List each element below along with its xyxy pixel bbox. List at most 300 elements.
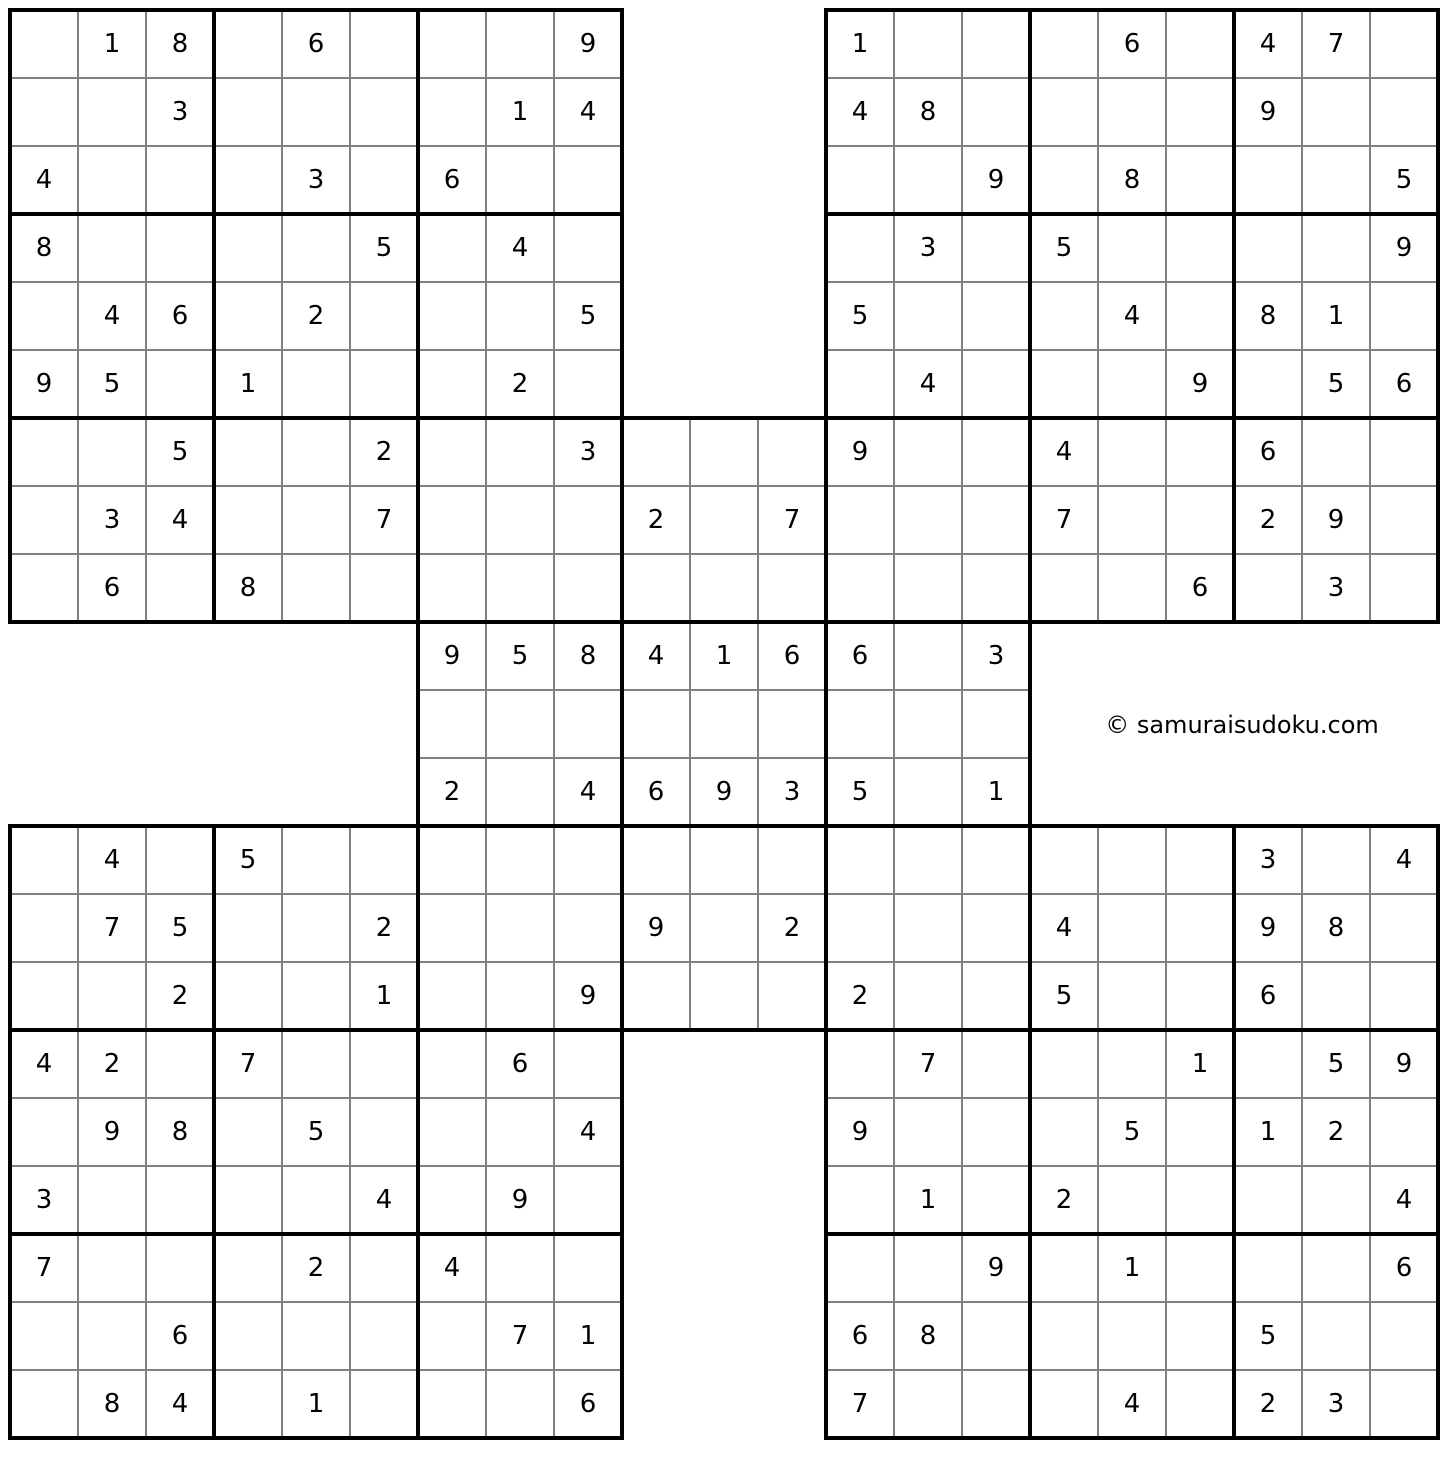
given-digit: 1 [103,29,121,59]
sudoku-cell-r14-c11[interactable] [690,894,758,962]
sudoku-cell-r13-c17[interactable] [1098,826,1166,894]
sudoku-cell-r19-c2[interactable] [78,1234,146,1302]
given-digit: 9 [443,641,461,671]
sudoku-cell-r8-c17[interactable] [1098,486,1166,554]
sudoku-cell-r9-c13[interactable] [826,554,894,622]
sudoku-cell-r15-c18[interactable] [1166,962,1234,1030]
sudoku-cell-r13-c20[interactable] [1302,826,1370,894]
sudoku-cell-r21-c16[interactable] [1030,1370,1098,1438]
sudoku-cell-r16-c13[interactable] [826,1030,894,1098]
sudoku-cell-r15-c10[interactable] [622,962,690,1030]
given-digit: 2 [511,369,529,399]
sudoku-cell-r8-c14[interactable] [894,486,962,554]
sudoku-cell-r7-c7[interactable] [418,418,486,486]
sudoku-cell-r18-c2[interactable] [78,1166,146,1234]
given-digit: 6 [307,29,325,59]
sudoku-cell-r4-c18[interactable] [1166,214,1234,282]
sudoku-cell-r1-c8[interactable] [486,10,554,78]
sudoku-cell-r6-c13[interactable] [826,350,894,418]
sudoku-cell-r20-c1[interactable] [10,1302,78,1370]
sudoku-cell-r9-c10[interactable] [622,554,690,622]
sudoku-cell-r20-c18[interactable] [1166,1302,1234,1370]
given-digit: 9 [579,29,597,59]
sudoku-cell-r18-c13[interactable] [826,1166,894,1234]
sudoku-cell-r6-c9[interactable] [554,350,622,418]
sudoku-cell-r12-c14[interactable] [894,758,962,826]
sudoku-cell-r16-c6[interactable] [350,1030,418,1098]
given-digit: 9 [35,369,53,399]
sudoku-cell-r4-c13[interactable] [826,214,894,282]
given-digit: 3 [307,165,325,195]
given-digit: 1 [375,981,393,1011]
sudoku-cell-r13-c6[interactable] [350,826,418,894]
sudoku-cell-r19-c4[interactable] [214,1234,282,1302]
sudoku-cell-r11-c13[interactable] [826,690,894,758]
given-digit: 1 [1191,1049,1209,1079]
sudoku-cell-r2-c15[interactable] [962,78,1030,146]
sudoku-cell-r8-c18[interactable] [1166,486,1234,554]
sudoku-cell-r11-c9[interactable] [554,690,622,758]
sudoku-cell-r20-c5[interactable] [282,1302,350,1370]
sudoku-cell-r9-c7[interactable] [418,554,486,622]
sudoku-cell-r1-c16[interactable] [1030,10,1098,78]
sudoku-cell-r13-c14[interactable] [894,826,962,894]
sudoku-cell-r2-c6[interactable] [350,78,418,146]
sudoku-cell-r18-c4[interactable] [214,1166,282,1234]
sudoku-cell-r17-c4[interactable] [214,1098,282,1166]
sudoku-cell-r21-c18[interactable] [1166,1370,1234,1438]
given-digit: 4 [579,97,597,127]
sudoku-cell-r9-c1[interactable] [10,554,78,622]
sudoku-cell-r7-c18[interactable] [1166,418,1234,486]
given-digit: 5 [239,845,257,875]
sudoku-cell-r3-c13[interactable] [826,146,894,214]
given-digit: 7 [375,505,393,535]
sudoku-cell-r13-c3[interactable] [146,826,214,894]
sudoku-cell-r20-c7[interactable] [418,1302,486,1370]
sudoku-cell-r15-c12[interactable] [758,962,826,1030]
given-digit: 3 [171,97,189,127]
sudoku-cell-r21-c6[interactable] [350,1370,418,1438]
sudoku-cell-r13-c11[interactable] [690,826,758,894]
sudoku-cell-r20-c17[interactable] [1098,1302,1166,1370]
sudoku-cell-r5-c15[interactable] [962,282,1030,350]
given-digit: 2 [307,1253,325,1283]
sudoku-cell-r3-c19[interactable] [1234,146,1302,214]
sudoku-cell-r5-c4[interactable] [214,282,282,350]
sudoku-cell-r8-c1[interactable] [10,486,78,554]
sudoku-cell-r13-c10[interactable] [622,826,690,894]
sudoku-cell-r19-c19[interactable] [1234,1234,1302,1302]
given-digit: 9 [511,1185,529,1215]
sudoku-cell-r4-c2[interactable] [78,214,146,282]
sudoku-cell-r4-c3[interactable] [146,214,214,282]
sudoku-cell-r11-c15[interactable] [962,690,1030,758]
given-digit: 4 [35,1049,53,1079]
given-digit: 3 [1327,573,1345,603]
sudoku-cell-r8-c21[interactable] [1370,486,1438,554]
sudoku-cell-r15-c15[interactable] [962,962,1030,1030]
sudoku-cell-r3-c2[interactable] [78,146,146,214]
sudoku-cell-r18-c9[interactable] [554,1166,622,1234]
sudoku-cell-r7-c17[interactable] [1098,418,1166,486]
sudoku-cell-r21-c7[interactable] [418,1370,486,1438]
sudoku-cell-r14-c8[interactable] [486,894,554,962]
given-digit: 9 [1259,97,1277,127]
given-digit: 5 [1327,1049,1345,1079]
sudoku-cell-r4-c19[interactable] [1234,214,1302,282]
given-digit: 5 [171,913,189,943]
sudoku-cell-r15-c4[interactable] [214,962,282,1030]
sudoku-cell-r16-c5[interactable] [282,1030,350,1098]
sudoku-cell-r13-c8[interactable] [486,826,554,894]
given-digit: 6 [1395,1253,1413,1283]
sudoku-cell-r3-c18[interactable] [1166,146,1234,214]
sudoku-cell-r13-c12[interactable] [758,826,826,894]
sudoku-cell-r2-c16[interactable] [1030,78,1098,146]
sudoku-cell-r19-c9[interactable] [554,1234,622,1302]
sudoku-cell-r1-c18[interactable] [1166,10,1234,78]
given-digit: 2 [307,301,325,331]
sudoku-cell-r11-c12[interactable] [758,690,826,758]
sudoku-cell-r6-c19[interactable] [1234,350,1302,418]
sudoku-cell-r20-c16[interactable] [1030,1302,1098,1370]
given-digit: 5 [1327,369,1345,399]
sudoku-cell-r16-c9[interactable] [554,1030,622,1098]
sudoku-cell-r5-c18[interactable] [1166,282,1234,350]
sudoku-cell-r5-c6[interactable] [350,282,418,350]
sudoku-cell-r14-c15[interactable] [962,894,1030,962]
sudoku-cell-r21-c8[interactable] [486,1370,554,1438]
given-digit: 1 [919,1185,937,1215]
given-digit: 2 [647,505,665,535]
sudoku-cell-r14-c7[interactable] [418,894,486,962]
given-digit: 6 [1123,29,1141,59]
sudoku-cell-r7-c10[interactable] [622,418,690,486]
sudoku-cell-r17-c16[interactable] [1030,1098,1098,1166]
sudoku-cell-r9-c8[interactable] [486,554,554,622]
sudoku-cell-r13-c18[interactable] [1166,826,1234,894]
sudoku-cell-r8-c7[interactable] [418,486,486,554]
sudoku-cell-r11-c7[interactable] [418,690,486,758]
sudoku-cell-r11-c8[interactable] [486,690,554,758]
sudoku-cell-r9-c16[interactable] [1030,554,1098,622]
sudoku-cell-r15-c8[interactable] [486,962,554,1030]
sudoku-cell-r13-c16[interactable] [1030,826,1098,894]
given-digit: 4 [919,369,937,399]
sudoku-cell-r2-c17[interactable] [1098,78,1166,146]
sudoku-cell-r13-c1[interactable] [10,826,78,894]
sudoku-cell-r3-c8[interactable] [486,146,554,214]
sudoku-cell-r8-c4[interactable] [214,486,282,554]
sudoku-cell-r3-c4[interactable] [214,146,282,214]
given-digit: 8 [919,1321,937,1351]
given-digit: 4 [579,777,597,807]
sudoku-cell-r6-c6[interactable] [350,350,418,418]
sudoku-cell-r11-c11[interactable] [690,690,758,758]
given-digit: 1 [1327,301,1345,331]
sudoku-cell-r4-c15[interactable] [962,214,1030,282]
sudoku-cell-r17-c14[interactable] [894,1098,962,1166]
given-digit: 7 [783,505,801,535]
sudoku-cell-r16-c7[interactable] [418,1030,486,1098]
sudoku-cell-r15-c21[interactable] [1370,962,1438,1030]
sudoku-cell-r5-c14[interactable] [894,282,962,350]
sudoku-cell-r10-c14[interactable] [894,622,962,690]
given-digit: 5 [307,1117,325,1147]
sudoku-cell-r7-c21[interactable] [1370,418,1438,486]
given-digit: 4 [1259,29,1277,59]
sudoku-cell-r20-c4[interactable] [214,1302,282,1370]
given-digit: 7 [1055,505,1073,535]
sudoku-cell-r14-c21[interactable] [1370,894,1438,962]
sudoku-cell-r15-c2[interactable] [78,962,146,1030]
sudoku-cell-r8-c13[interactable] [826,486,894,554]
sudoku-cell-r4-c9[interactable] [554,214,622,282]
sudoku-cell-r21-c15[interactable] [962,1370,1030,1438]
sudoku-cell-r20-c21[interactable] [1370,1302,1438,1370]
sudoku-cell-r6-c7[interactable] [418,350,486,418]
copyright-label: © samuraisudoku.com [1105,711,1379,739]
sudoku-cell-r17-c15[interactable] [962,1098,1030,1166]
sudoku-cell-r19-c18[interactable] [1166,1234,1234,1302]
sudoku-cell-r2-c20[interactable] [1302,78,1370,146]
sudoku-cell-r4-c4[interactable] [214,214,282,282]
sudoku-cell-r2-c21[interactable] [1370,78,1438,146]
given-digit: 3 [579,437,597,467]
sudoku-cell-r9-c14[interactable] [894,554,962,622]
sudoku-cell-r7-c14[interactable] [894,418,962,486]
sudoku-cell-r21-c1[interactable] [10,1370,78,1438]
sudoku-cell-r21-c14[interactable] [894,1370,962,1438]
sudoku-cell-r7-c12[interactable] [758,418,826,486]
sudoku-cell-r15-c14[interactable] [894,962,962,1030]
sudoku-cell-r3-c20[interactable] [1302,146,1370,214]
given-digit: 4 [511,233,529,263]
sudoku-cell-r8-c9[interactable] [554,486,622,554]
sudoku-cell-r13-c7[interactable] [418,826,486,894]
given-digit: 3 [783,777,801,807]
sudoku-cell-r19-c13[interactable] [826,1234,894,1302]
sudoku-cell-r7-c11[interactable] [690,418,758,486]
sudoku-cell-r18-c3[interactable] [146,1166,214,1234]
sudoku-cell-r7-c1[interactable] [10,418,78,486]
sudoku-cell-r1-c7[interactable] [418,10,486,78]
sudoku-cell-r9-c11[interactable] [690,554,758,622]
sudoku-cell-r7-c5[interactable] [282,418,350,486]
sudoku-cell-r8-c8[interactable] [486,486,554,554]
sudoku-cell-r9-c6[interactable] [350,554,418,622]
sudoku-cell-r18-c17[interactable] [1098,1166,1166,1234]
sudoku-cell-r9-c17[interactable] [1098,554,1166,622]
sudoku-cell-r9-c19[interactable] [1234,554,1302,622]
sudoku-cell-r9-c12[interactable] [758,554,826,622]
given-digit: 5 [851,301,869,331]
given-digit: 1 [579,1321,597,1351]
sudoku-cell-r4-c5[interactable] [282,214,350,282]
given-digit: 4 [1395,1185,1413,1215]
sudoku-cell-r17-c8[interactable] [486,1098,554,1166]
given-digit: 4 [1123,301,1141,331]
sudoku-cell-r6-c15[interactable] [962,350,1030,418]
given-digit: 4 [579,1117,597,1147]
sudoku-cell-r15-c5[interactable] [282,962,350,1030]
sudoku-cell-r20-c20[interactable] [1302,1302,1370,1370]
sudoku-cell-r9-c15[interactable] [962,554,1030,622]
sudoku-cell-r14-c9[interactable] [554,894,622,962]
sudoku-cell-r17-c1[interactable] [10,1098,78,1166]
sudoku-cell-r2-c7[interactable] [418,78,486,146]
sudoku-cell-r17-c6[interactable] [350,1098,418,1166]
given-digit: 6 [1191,573,1209,603]
sudoku-cell-r12-c8[interactable] [486,758,554,826]
sudoku-cell-r19-c3[interactable] [146,1234,214,1302]
sudoku-cell-r14-c18[interactable] [1166,894,1234,962]
sudoku-cell-r19-c14[interactable] [894,1234,962,1302]
sudoku-cell-r2-c5[interactable] [282,78,350,146]
given-digit: 6 [103,573,121,603]
given-digit: 2 [443,777,461,807]
sudoku-cell-r3-c3[interactable] [146,146,214,214]
sudoku-cell-r16-c19[interactable] [1234,1030,1302,1098]
sudoku-cell-r2-c4[interactable] [214,78,282,146]
sudoku-cell-r7-c15[interactable] [962,418,1030,486]
sudoku-cell-r4-c7[interactable] [418,214,486,282]
sudoku-cell-r13-c5[interactable] [282,826,350,894]
sudoku-cell-r1-c4[interactable] [214,10,282,78]
sudoku-cell-r15-c11[interactable] [690,962,758,1030]
given-digit: 1 [851,29,869,59]
sudoku-cell-r5-c1[interactable] [10,282,78,350]
sudoku-cell-r1-c15[interactable] [962,10,1030,78]
sudoku-cell-r19-c16[interactable] [1030,1234,1098,1302]
sudoku-cell-r1-c6[interactable] [350,10,418,78]
sudoku-cell-r18-c5[interactable] [282,1166,350,1234]
sudoku-cell-r5-c21[interactable] [1370,282,1438,350]
sudoku-cell-r20-c6[interactable] [350,1302,418,1370]
sudoku-cell-r18-c15[interactable] [962,1166,1030,1234]
given-digit: 1 [307,1389,325,1419]
sudoku-cell-r21-c21[interactable] [1370,1370,1438,1438]
sudoku-cell-r17-c21[interactable] [1370,1098,1438,1166]
sudoku-cell-r15-c20[interactable] [1302,962,1370,1030]
sudoku-cell-r16-c16[interactable] [1030,1030,1098,1098]
sudoku-cell-r16-c15[interactable] [962,1030,1030,1098]
sudoku-cell-r19-c6[interactable] [350,1234,418,1302]
given-digit: 9 [1395,1049,1413,1079]
sudoku-cell-r8-c15[interactable] [962,486,1030,554]
sudoku-cell-r21-c4[interactable] [214,1370,282,1438]
sudoku-cell-r9-c5[interactable] [282,554,350,622]
sudoku-cell-r3-c14[interactable] [894,146,962,214]
given-digit: 4 [443,1253,461,1283]
sudoku-cell-r1-c1[interactable] [10,10,78,78]
sudoku-cell-r20-c15[interactable] [962,1302,1030,1370]
sudoku-cell-r14-c5[interactable] [282,894,350,962]
sudoku-cell-r20-c2[interactable] [78,1302,146,1370]
sudoku-cell-r6-c17[interactable] [1098,350,1166,418]
sudoku-cell-r1-c14[interactable] [894,10,962,78]
sudoku-cell-r13-c9[interactable] [554,826,622,894]
sudoku-cell-r7-c2[interactable] [78,418,146,486]
sudoku-cell-r13-c13[interactable] [826,826,894,894]
sudoku-cell-r16-c17[interactable] [1098,1030,1166,1098]
given-digit: 6 [851,1321,869,1351]
sudoku-cell-r18-c18[interactable] [1166,1166,1234,1234]
given-digit: 4 [103,301,121,331]
sudoku-cell-r2-c1[interactable] [10,78,78,146]
sudoku-cell-r15-c17[interactable] [1098,962,1166,1030]
sudoku-cell-r16-c3[interactable] [146,1030,214,1098]
sudoku-cell-r2-c2[interactable] [78,78,146,146]
sudoku-cell-r5-c8[interactable] [486,282,554,350]
sudoku-cell-r15-c1[interactable] [10,962,78,1030]
given-digit: 8 [919,97,937,127]
given-digit: 4 [1395,845,1413,875]
sudoku-cell-r7-c4[interactable] [214,418,282,486]
sudoku-cell-r14-c17[interactable] [1098,894,1166,962]
sudoku-cell-r14-c14[interactable] [894,894,962,962]
sudoku-cell-r4-c20[interactable] [1302,214,1370,282]
given-digit: 9 [851,1117,869,1147]
sudoku-cell-r18-c20[interactable] [1302,1166,1370,1234]
sudoku-cell-r5-c16[interactable] [1030,282,1098,350]
sudoku-cell-r3-c16[interactable] [1030,146,1098,214]
sudoku-cell-r4-c17[interactable] [1098,214,1166,282]
given-digit: 3 [1327,1389,1345,1419]
sudoku-cell-r6-c5[interactable] [282,350,350,418]
given-digit: 5 [1055,981,1073,1011]
sudoku-cell-r19-c20[interactable] [1302,1234,1370,1302]
sudoku-cell-r2-c18[interactable] [1166,78,1234,146]
sudoku-cell-r14-c4[interactable] [214,894,282,962]
sudoku-cell-r15-c7[interactable] [418,962,486,1030]
sudoku-cell-r17-c18[interactable] [1166,1098,1234,1166]
given-digit: 6 [171,1321,189,1351]
sudoku-cell-r7-c8[interactable] [486,418,554,486]
sudoku-cell-r6-c3[interactable] [146,350,214,418]
sudoku-cell-r7-c20[interactable] [1302,418,1370,486]
sudoku-cell-r6-c16[interactable] [1030,350,1098,418]
sudoku-cell-r19-c8[interactable] [486,1234,554,1302]
sudoku-cell-r13-c15[interactable] [962,826,1030,894]
sudoku-cell-r11-c10[interactable] [622,690,690,758]
sudoku-cell-r9-c9[interactable] [554,554,622,622]
sudoku-cell-r9-c3[interactable] [146,554,214,622]
given-digit: 5 [375,233,393,263]
sudoku-cell-r18-c19[interactable] [1234,1166,1302,1234]
sudoku-cell-r3-c6[interactable] [350,146,418,214]
sudoku-cell-r11-c14[interactable] [894,690,962,758]
given-digit: 7 [239,1049,257,1079]
given-digit: 1 [1123,1253,1141,1283]
sudoku-cell-r14-c13[interactable] [826,894,894,962]
given-digit: 9 [103,1117,121,1147]
sudoku-cell-r5-c7[interactable] [418,282,486,350]
given-digit: 4 [1123,1389,1141,1419]
given-digit: 5 [1123,1117,1141,1147]
sudoku-cell-r3-c9[interactable] [554,146,622,214]
given-digit: 1 [715,641,733,671]
sudoku-cell-r14-c1[interactable] [10,894,78,962]
sudoku-cell-r18-c7[interactable] [418,1166,486,1234]
sudoku-cell-r8-c11[interactable] [690,486,758,554]
sudoku-cell-r9-c21[interactable] [1370,554,1438,622]
given-digit: 6 [1259,437,1277,467]
sudoku-cell-r8-c5[interactable] [282,486,350,554]
sudoku-cell-r17-c7[interactable] [418,1098,486,1166]
sudoku-cell-r1-c21[interactable] [1370,10,1438,78]
